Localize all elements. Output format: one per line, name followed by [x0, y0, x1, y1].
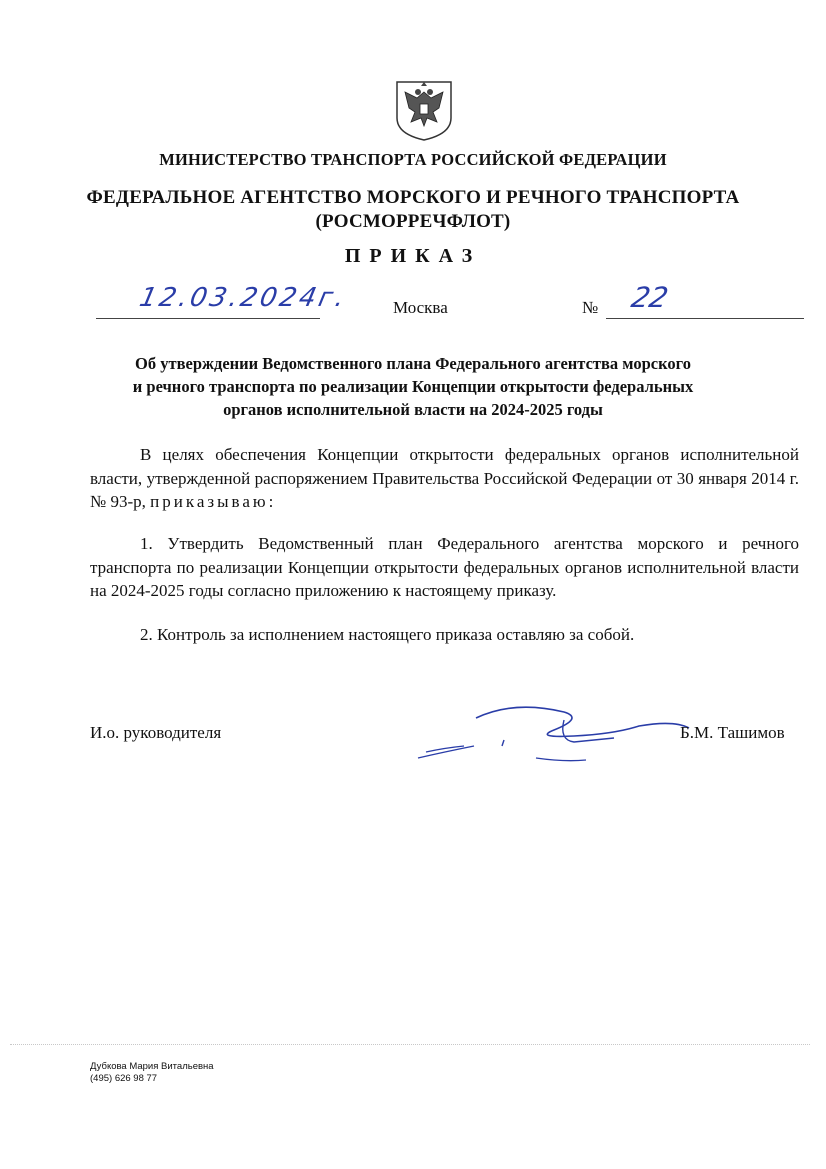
order-item-2: 2. Контроль за исполнением настоящего приказа оставляю за собой. [140, 625, 635, 644]
preamble-paragraph [90, 443, 799, 514]
city: Москва [393, 298, 448, 317]
agency-name [60, 186, 766, 234]
executor-info [90, 1061, 214, 1085]
signer-name: Б.М. Ташимов [680, 723, 785, 742]
order-word: приказываю: [150, 492, 277, 511]
order-title-line2: и речного транспорта по реализации Концепции открытости федеральных [132, 377, 694, 396]
order-title-line1: Об утверждении Ведомственного плана Федерального агентства морского [135, 354, 691, 373]
number-underline [606, 318, 804, 319]
handwritten-signature-icon [414, 700, 704, 770]
agency-name-line1: ФЕДЕРАЛЬНОЕ АГЕНТСТВО МОРСКОГО И РЕЧНОГО ТРАНСПОРТА [86, 187, 740, 208]
order-date-handwritten: 12.03.2024г. [136, 283, 350, 313]
agency-name-line2: (РОСМОРРЕЧФЛОТ) [315, 211, 511, 232]
russian-coat-of-arms-icon [393, 78, 455, 142]
order-title-line3: органов исполнительной власти на 2024-2025 годы [223, 400, 603, 419]
date-underline [96, 318, 320, 319]
number-sign: № [582, 298, 599, 317]
order-number-handwritten: 22 [628, 281, 672, 314]
ministry-name: МИНИСТЕРСТВО ТРАНСПОРТА РОССИЙСКОЙ ФЕДЕРАЦИИ [159, 150, 667, 169]
order-title [60, 352, 766, 421]
executor-phone: (495) 626 98 77 [90, 1073, 158, 1084]
footer-divider [10, 1044, 810, 1047]
signer-role: И.о. руководителя [90, 723, 222, 742]
document-type: ПРИКАЗ [344, 245, 482, 267]
order-item-1: 1. Утвердить Ведомственный план Федерального агентства морского и речного транспорта по реализации Концепции открытости федеральных органов исполнительной власти на 2024-2025 годы согласно приложению к настоящему приказу. [90, 534, 799, 600]
preamble-text: В целях обеспечения Концепции открытости федеральных органов исполнительной власти, утвержденной распоряжением Правительства Российской Федерации от 30 января 2014 г. № 93-р, [90, 445, 799, 511]
executor-name: Дубкова Мария Витальевна [90, 1061, 214, 1072]
